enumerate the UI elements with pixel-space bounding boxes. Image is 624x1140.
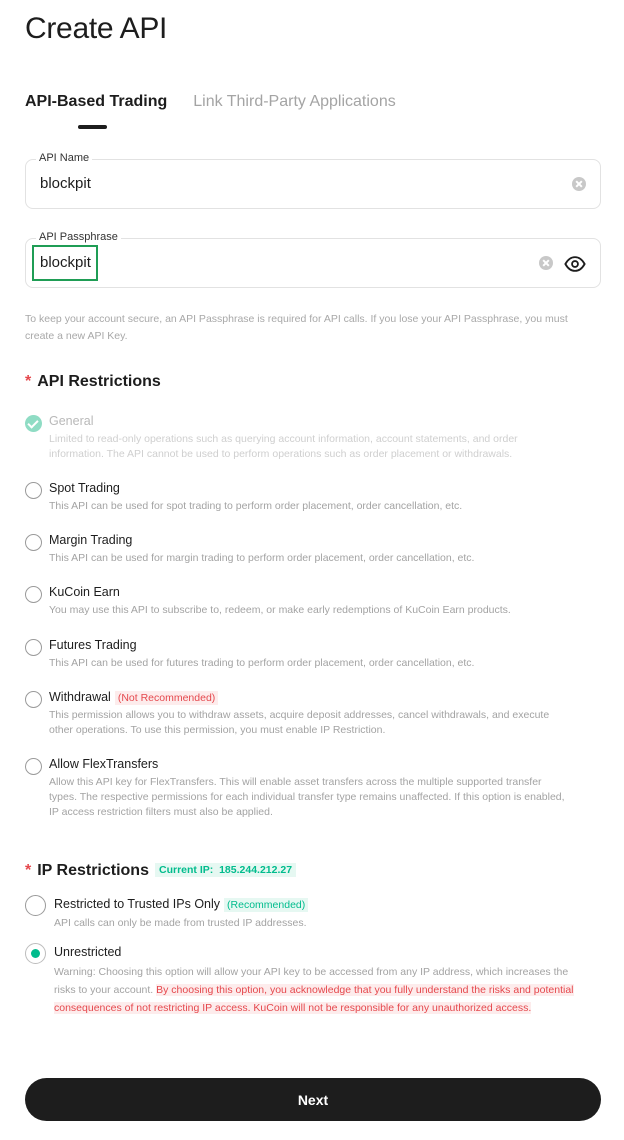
permission-desc: This API can be used for futures trading to perform order placement, order cancellation, etc. [49, 657, 475, 669]
permission-title[interactable]: Margin Trading [49, 533, 133, 547]
ip-option-title[interactable]: Restricted to Trusted IPs Only [54, 897, 221, 911]
permission-title[interactable]: Withdrawal [49, 690, 111, 704]
general-checkbox [25, 415, 42, 432]
tab-link-third-party[interactable]: Link Third-Party Applications [193, 93, 396, 110]
permission-desc: This API can be used for margin trading to perform order placement, order cancellation, etc. [49, 552, 475, 564]
passphrase-helper-text: To keep your account secure, an API Passphrase is required for API calls. If you lose your API Passphrase, you must create a new API Key. [25, 313, 568, 342]
permission-title[interactable]: KuCoin Earn [49, 585, 120, 599]
next-button[interactable]: Next [25, 1078, 601, 1121]
ip-restrictions-heading [25, 862, 296, 880]
permission-desc: This API can be used for spot trading to perform order placement, order cancellation, etc. [49, 500, 463, 512]
permission-title[interactable]: Spot Trading [49, 481, 120, 495]
permission-title: General [49, 414, 94, 428]
ip-restrictions-title: IP Restrictions [37, 862, 149, 879]
spot-trading-radio[interactable] [25, 482, 42, 499]
tab-api-based-trading[interactable]: API-Based Trading [25, 93, 168, 110]
warning-text: Warning: Choosing this option will allow your API key to be accessed from any IP address, which increases the risks to your account. [54, 966, 569, 996]
api-passphrase-value[interactable]: blockpit [40, 254, 91, 271]
api-name-field[interactable] [25, 152, 601, 209]
ip-option-desc: API calls can only be made from trusted IP addresses. [54, 917, 307, 929]
page-title: Create API [25, 12, 168, 45]
ip-option-title-row[interactable] [54, 897, 308, 911]
not-recommended-badge: (Not Recommended) [115, 691, 218, 705]
api-name-label: API Name [36, 152, 92, 164]
permission-desc: You may use this API to subscribe to, redeem, or make early redemptions of KuCoin Earn products. [49, 604, 511, 616]
permission-title[interactable]: Allow FlexTransfers [49, 757, 159, 771]
permission-desc: Limited to read-only operations such as querying account information, account statements, and order information. The API cannot be used to perform operations such as order placement or withdrawals. [49, 433, 518, 460]
liability-warning: By choosing this option, you acknowledge that you fully understand the risks and potential consequences of not restricting IP access. KuCoin will not be responsible for any unauthorized access. [54, 984, 574, 1014]
api-passphrase-label: API Passphrase [36, 231, 121, 243]
withdrawal-radio[interactable] [25, 691, 42, 708]
permission-desc: This permission allows you to withdraw assets, acquire deposit addresses, cancel withdrawals, and execute other operations. To use this permission, you must enable IP Restriction. [49, 709, 550, 736]
api-passphrase-field[interactable] [25, 231, 601, 288]
active-tab-indicator [78, 125, 107, 129]
current-ip-label: Current IP: [158, 864, 214, 876]
api-restrictions-title: API Restrictions [37, 373, 161, 390]
eye-icon[interactable] [564, 253, 586, 275]
recommended-badge: (Recommended) [224, 898, 308, 912]
permission-title-row[interactable] [49, 690, 218, 704]
unrestricted-radio[interactable] [25, 943, 46, 964]
clear-icon[interactable] [572, 177, 586, 191]
required-mark: * [25, 373, 32, 390]
current-ip-value: 185.244.212.27 [219, 864, 293, 876]
api-name-value[interactable]: blockpit [40, 175, 91, 192]
clear-icon[interactable] [539, 256, 553, 270]
permission-desc: Allow this API key for FlexTransfers. This will enable asset transfers across the multiple supported transfer types. The respective permissions for each individual transfer type remains unaffected. If this option is enabled, IP access restriction filters must also be applied. [49, 776, 565, 818]
flextransfers-radio[interactable] [25, 758, 42, 775]
ip-option-title[interactable]: Unrestricted [54, 945, 122, 959]
current-ip-badge [155, 863, 296, 877]
trusted-ips-radio[interactable] [25, 895, 46, 916]
required-mark: * [25, 862, 32, 879]
unrestricted-warning [54, 963, 574, 1017]
futures-trading-radio[interactable] [25, 639, 42, 656]
api-restrictions-heading [25, 373, 161, 391]
kucoin-earn-radio[interactable] [25, 586, 42, 603]
margin-trading-radio[interactable] [25, 534, 42, 551]
permission-title[interactable]: Futures Trading [49, 638, 137, 652]
